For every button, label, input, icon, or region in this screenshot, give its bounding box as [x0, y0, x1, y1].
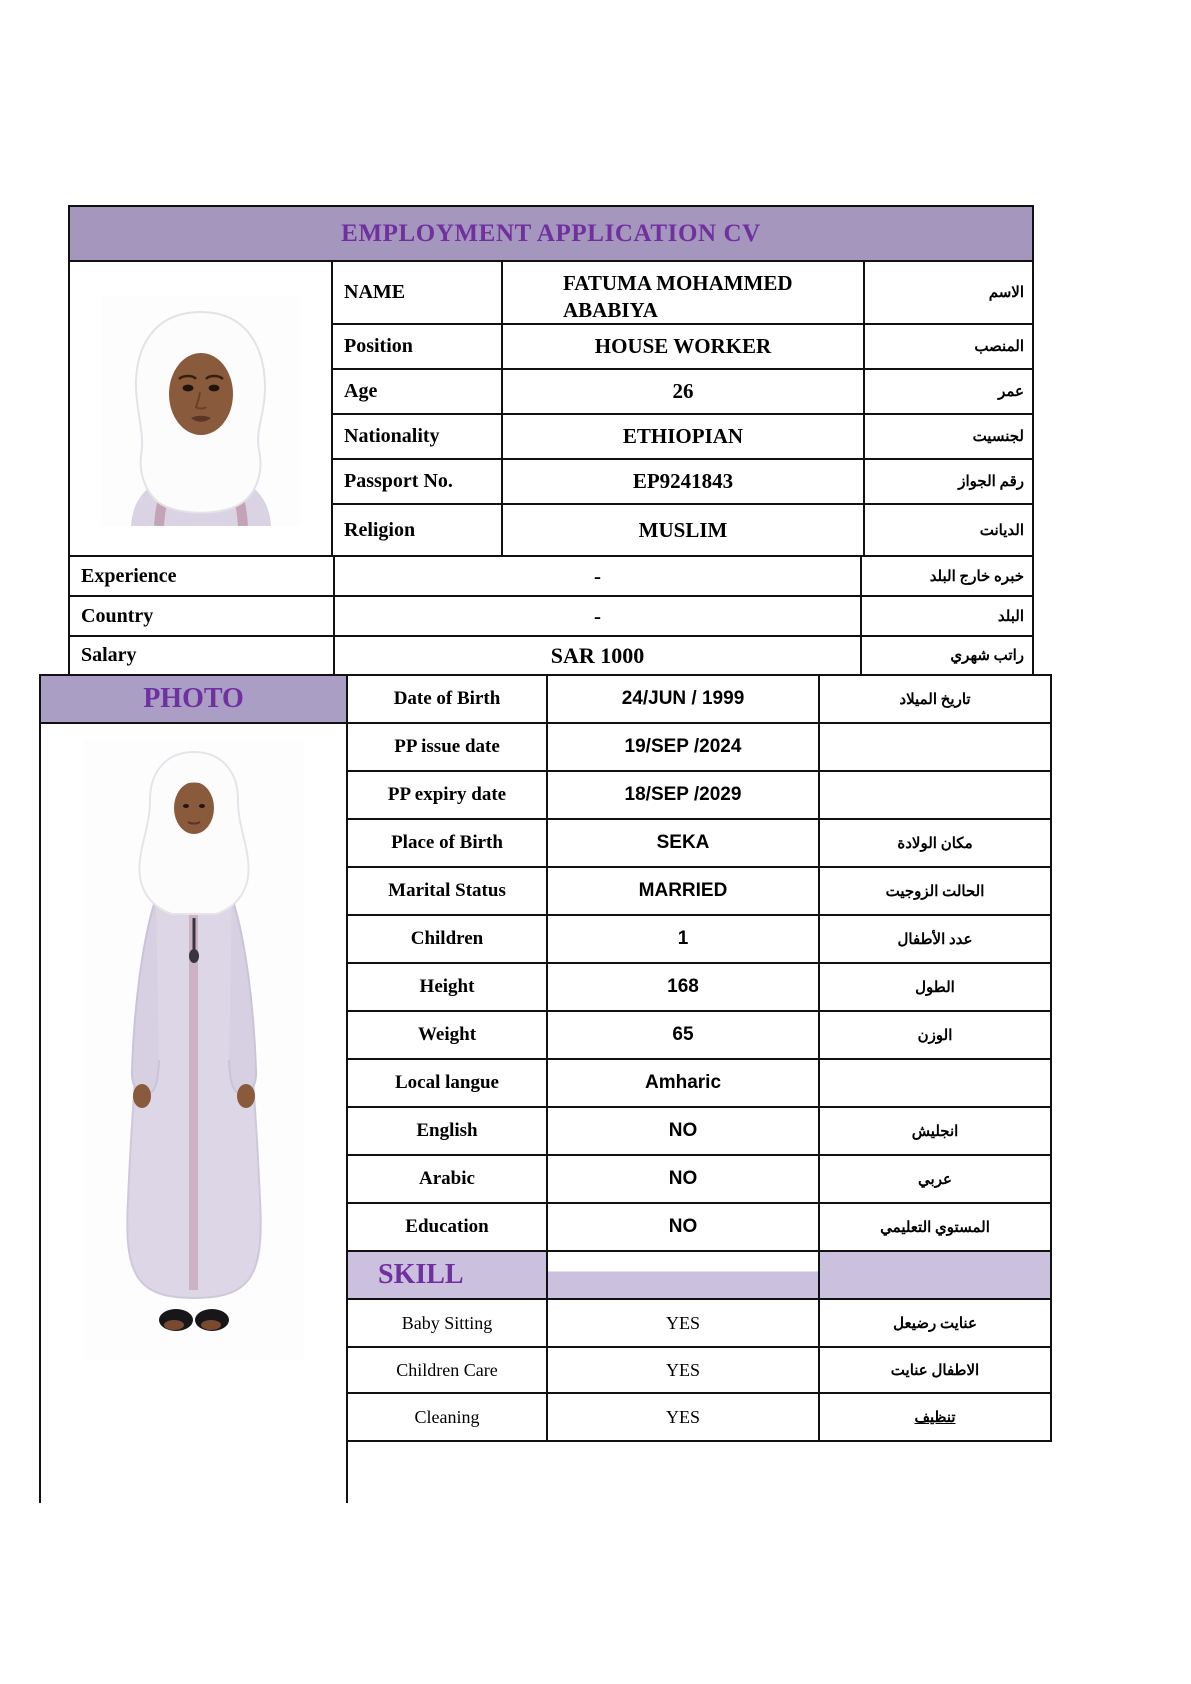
row-marital-value: MARRIED: [548, 868, 820, 916]
row-age-label: Age: [333, 370, 503, 415]
row-local-language-label: Local langue: [348, 1060, 548, 1108]
row-height-label: Height: [348, 964, 548, 1012]
row-cleaning-arabic: تنظيف: [820, 1394, 1052, 1442]
filler-cell-arabic: [820, 1442, 1052, 1503]
row-position-label: Position: [333, 325, 503, 370]
row-passport-value: EP9241843: [503, 460, 865, 505]
identity-table: [68, 205, 1034, 557]
row-position-value: HOUSE WORKER: [503, 325, 865, 370]
row-nationality-label: Nationality: [333, 415, 503, 460]
details-table: [39, 674, 1052, 1503]
row-local-language-arabic: [820, 1060, 1052, 1108]
row-salary-value: SAR 1000: [335, 637, 862, 674]
row-country-arabic: البلد: [862, 597, 1032, 637]
row-arabic-value: NO: [548, 1156, 820, 1204]
row-weight-arabic: الوزن: [820, 1012, 1052, 1060]
row-cleaning-value: YES: [548, 1394, 820, 1442]
row-children-value: 1: [548, 916, 820, 964]
row-pob-arabic: مكان الولادة: [820, 820, 1052, 868]
document-title-bar: [70, 207, 1032, 262]
row-baby-sitting-label: Baby Sitting: [348, 1300, 548, 1348]
row-passport-arabic: رقم الجواز: [865, 460, 1032, 505]
row-children-label: Children: [348, 916, 548, 964]
full-body-photo: [41, 724, 348, 1503]
row-religion-arabic: الديانت: [979, 522, 1024, 539]
row-pp-issue-arabic: [820, 724, 1052, 772]
filler-cell-label: [348, 1442, 548, 1503]
photo-label: PHOTO: [143, 683, 244, 714]
row-pp-expiry-arabic: [820, 772, 1052, 820]
row-name-arabic: الاسم: [865, 262, 1032, 325]
row-country-value: -: [335, 597, 862, 637]
headshot-portrait-illustration: [101, 296, 301, 526]
row-salary-label: Salary: [70, 637, 335, 674]
row-pob-value: SEKA: [548, 820, 820, 868]
row-name-value: FATUMA MOHAMMED ABABIYA: [503, 262, 865, 325]
row-dob-label: Date of Birth: [348, 676, 548, 724]
row-religion-value: MUSLIM: [503, 505, 865, 555]
row-children-care-label: Children Care: [348, 1348, 548, 1394]
row-education-value: NO: [548, 1204, 820, 1252]
row-experience-arabic: خبره خارج البلد: [862, 557, 1032, 597]
photo-section-header: [41, 676, 348, 724]
row-english-arabic: انجليش: [820, 1108, 1052, 1156]
row-baby-sitting-arabic: عنايت رضيعل: [820, 1300, 1052, 1348]
headshot-photo: [70, 262, 333, 555]
row-education-label: Education: [348, 1204, 548, 1252]
row-name-label: NAME: [333, 262, 503, 325]
row-arabic-label: Arabic: [348, 1156, 548, 1204]
full-body-portrait-illustration: [84, 740, 304, 1360]
row-pp-expiry-label: PP expiry date: [348, 772, 548, 820]
row-passport-label: Passport No.: [333, 460, 503, 505]
row-pp-issue-label: PP issue date: [348, 724, 548, 772]
row-height-arabic: الطول: [820, 964, 1052, 1012]
row-weight-label: Weight: [348, 1012, 548, 1060]
row-arabic-arabic: عربي: [820, 1156, 1052, 1204]
row-nationality-arabic: لجنسيت: [865, 415, 1032, 460]
row-dob-value: 24/JUN / 1999: [548, 676, 820, 724]
row-english-label: English: [348, 1108, 548, 1156]
row-marital-label: Marital Status: [348, 868, 548, 916]
page-title: EMPLOYMENT APPLICATION CV: [341, 219, 761, 247]
row-children-care-value: YES: [548, 1348, 820, 1394]
row-country-label: Country: [70, 597, 335, 637]
filler-cell-value: [548, 1442, 820, 1503]
row-baby-sitting-value: YES: [548, 1300, 820, 1348]
row-local-language-value: Amharic: [548, 1060, 820, 1108]
row-position-arabic: المنصب: [865, 325, 1032, 370]
row-pob-label: Place of Birth: [348, 820, 548, 868]
skill-label: SKILL: [378, 1259, 464, 1290]
row-experience-value: -: [335, 557, 862, 597]
row-education-arabic: المستوي التعليمي: [820, 1204, 1052, 1252]
row-height-value: 168: [548, 964, 820, 1012]
row-age-arabic: عمر: [865, 370, 1032, 415]
employment-terms-table: [68, 555, 1034, 676]
row-marital-arabic: الحالت الزوجيت: [820, 868, 1052, 916]
row-pp-issue-value: 19/SEP /2024: [548, 724, 820, 772]
row-cleaning-label: Cleaning: [348, 1394, 548, 1442]
skill-header-arabic-cell: [820, 1252, 1052, 1300]
row-experience-label: Experience: [70, 557, 335, 597]
row-weight-value: 65: [548, 1012, 820, 1060]
row-salary-arabic: راتب شهري: [950, 648, 1024, 664]
skill-section-header: [348, 1252, 548, 1300]
row-nationality-value: ETHIOPIAN: [503, 415, 865, 460]
row-religion-label: Religion: [333, 505, 503, 555]
row-pp-expiry-value: 18/SEP /2029: [548, 772, 820, 820]
row-children-arabic: عدد الأطفال: [820, 916, 1052, 964]
skill-header-value-cell: [548, 1252, 820, 1300]
row-english-value: NO: [548, 1108, 820, 1156]
row-children-care-arabic: الاطفال عنايت: [820, 1348, 1052, 1394]
row-age-value: 26: [503, 370, 865, 415]
row-dob-arabic: تاريخ الميلاد: [820, 676, 1052, 724]
